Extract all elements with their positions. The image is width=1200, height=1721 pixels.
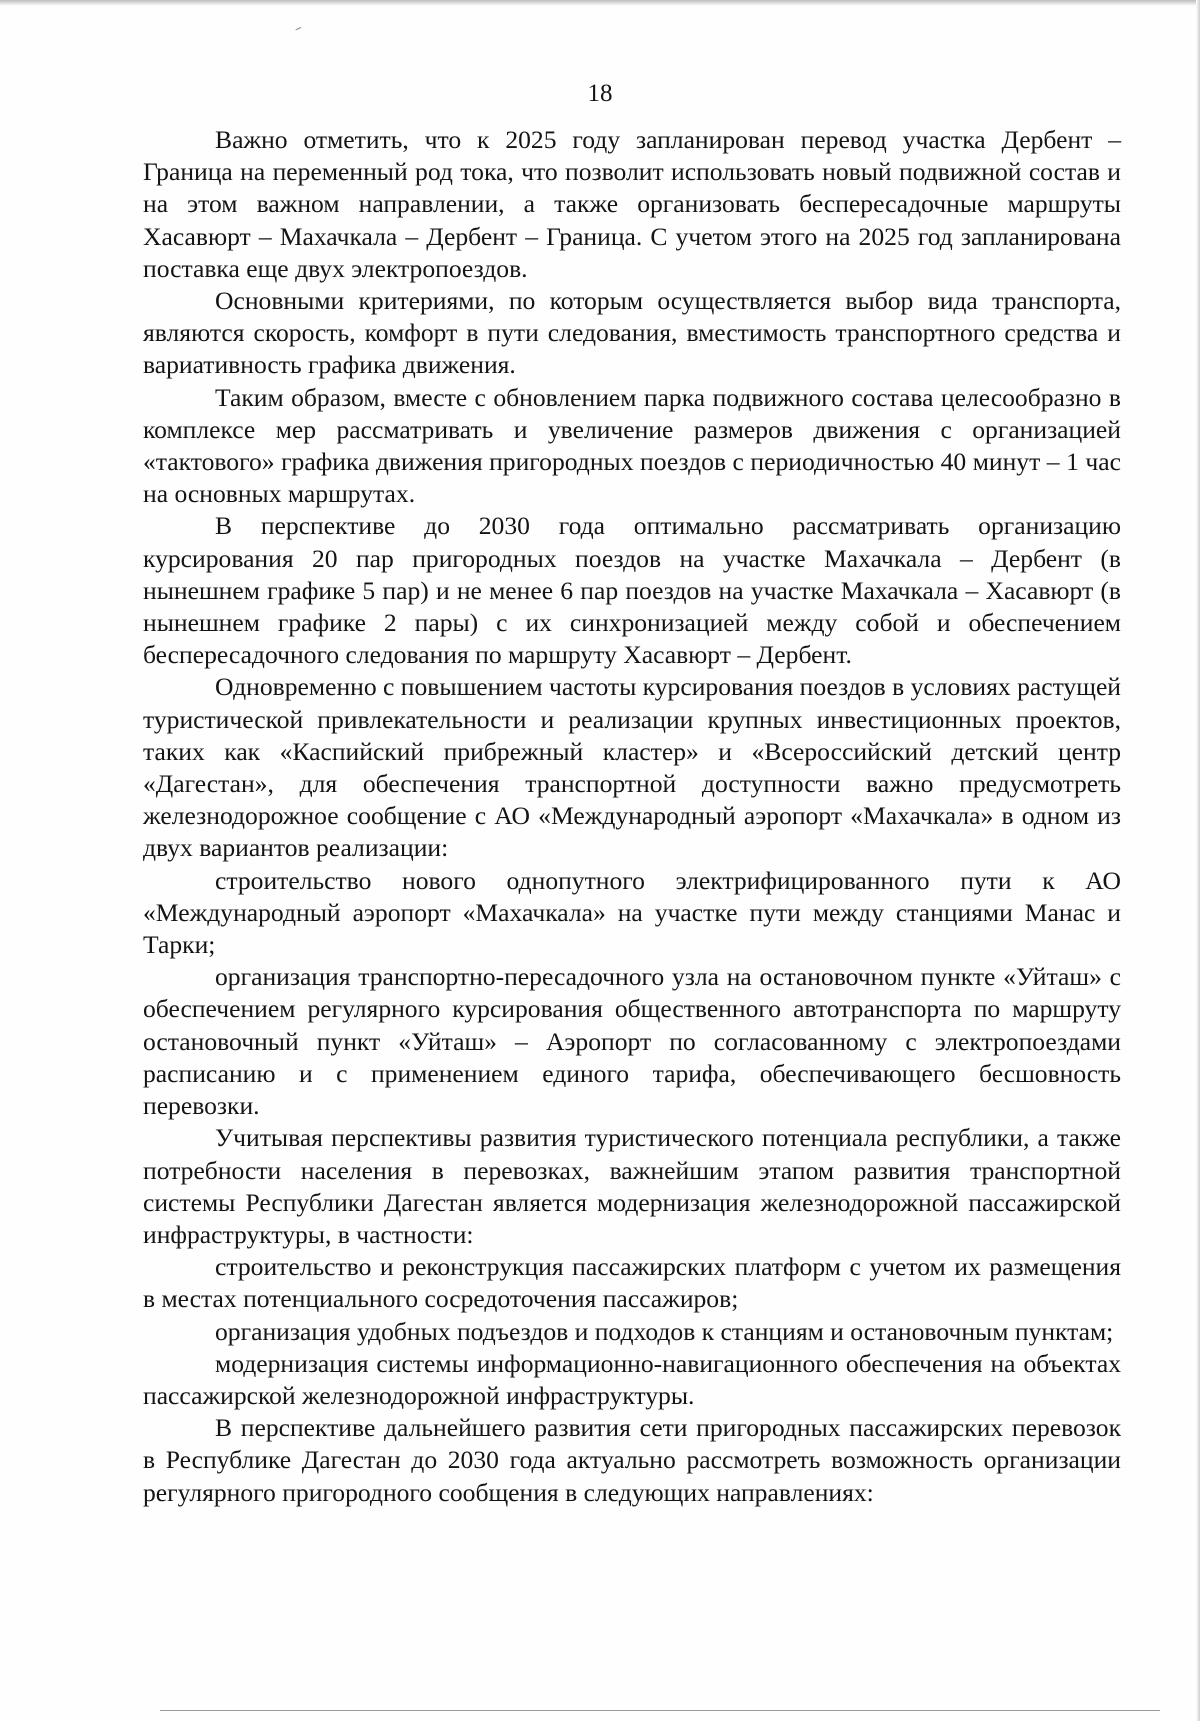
list-item-paragraph: организация транспортно-пересадочного узла на остановочном пункте «Уйташ» с обеспечением регулярного курсирования общественного автотранспорта по маршруту остановочный пункт «Уйташ» – Аэропорт по согласованному с электропоездами расписанию и с применением единого тарифа, обеспечивающего бесшовность перевозки.	[143, 962, 1121, 1121]
scan-mark	[295, 27, 302, 33]
document-body	[143, 124, 1121, 1509]
list-item-paragraph: организация удобных подъездов и подходов к станциям и остановочным пунктам;	[215, 1316, 1114, 1346]
list-item-paragraph: строительство нового однопутного электрифицированного пути к АО «Международный аэропорт «Махачкала» на участке пути между станциями Манас и Тарки;	[143, 865, 1121, 960]
list-item-paragraph: модернизация системы информационно-навигационного обеспечения на объектах пассажирской железнодорожной инфраструктуры.	[143, 1348, 1121, 1410]
paragraph: Важно отметить, что к 2025 году запланирован перевод участка Дербент – Граница на переменный род тока, что позволит использовать новый подвижной состав и на этом важном направлении, а также организовать беспересадочные маршруты Хасавюрт – Махачкала – Дербент – Граница. С учетом этого на 2025 год запланирована поставка еще двух электропоездов.	[143, 125, 1121, 283]
paragraph: В перспективе дальнейшего развития сети пригородных пассажирских перевозок в Республике Дагестан до 2030 года актуально рассмотреть возможность организации регулярного пригородного сообщения в следующих направлениях:	[143, 1413, 1121, 1507]
paragraph: Таким образом, вместе с обновлением парка подвижного состава целесообразно в комплексе мер рассматривать и увеличение размеров движения с организацией «тактового» графика движения пригородных поездов с периодичностью 40 минут – 1 час на основных маршрутах.	[143, 382, 1121, 509]
scan-edge-bottom	[160, 1710, 1160, 1713]
paragraph: Учитывая перспективы развития туристического потенциала республики, а также потребности населения в перевозках, важнейшим этапом развития транспортной системы Республики Дагестан является модернизация железнодорожной пассажирской инфраструктуры, в частности:	[143, 1123, 1121, 1249]
scan-edge-top	[0, 0, 1200, 6]
paragraph: Одновременно с повышением частоты курсирования поездов в условиях растущей туристической привлекательности и реализации крупных инвестиционных проектов, таких как «Каспийский прибрежный кластер» и «Всероссийский детский центр «Дагестан», для обеспечения транспортной доступности важно предусмотреть железнодорожное сообщение с АО «Международный аэропорт «Махачкала» в одном из двух вариантов реализации:	[143, 672, 1121, 863]
paragraph: В перспективе до 2030 года оптимально рассматривать организацию курсирования 20 пар пригородных поездов на участке Махачкала – Дербент (в нынешнем графике 5 пар) и не менее 6 пар поездов на участке Махачкала – Хасавюрт (в нынешнем графике 2 пары) с их синхронизацией между собой и обеспечением беспересадочного следования по маршруту Хасавюрт – Дербент.	[143, 511, 1121, 670]
paragraph: Основными критериями, по которым осуществляется выбор вида транспорта, являются скорость, комфорт в пути следования, вместимость транспортного средства и вариативность графика движения.	[143, 286, 1121, 380]
scan-edge-right	[1196, 0, 1200, 1721]
page-number: 18	[587, 80, 613, 107]
list-item-paragraph: строительство и реконструкция пассажирских платформ с учетом их размещения в местах потенциального сосредоточения пассажиров;	[143, 1252, 1121, 1314]
